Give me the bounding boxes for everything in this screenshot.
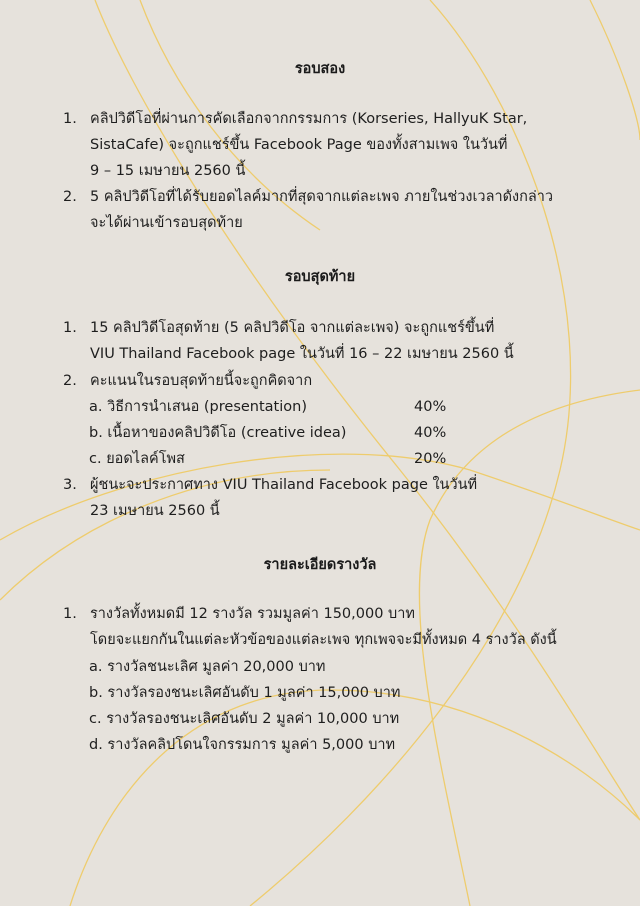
award-row: c. รางวัลรองชนะเลิศอันดับ 2 มูลค่า 10,000 บาท	[89, 711, 400, 727]
list-item	[63, 315, 603, 367]
item-text-line: จะได้ผ่านเข้ารอบสุดท้าย	[90, 215, 243, 231]
item-text-line: คลิปวิดีโอที่ผ่านการคัดเลือกจากกรรมการ (Korseries, HallyuK Star,	[90, 111, 528, 127]
section-heading-prizes: รายละเอียดรางวัล	[263, 557, 377, 573]
section-heading-final: รอบสุดท้าย	[284, 269, 356, 285]
item-number: 1.	[63, 606, 77, 622]
item-text-line: ผู้ชนะจะประกาศทาง VIU Thailand Facebook page ในวันที่	[90, 477, 478, 493]
item-number: 1.	[63, 111, 77, 127]
award-row: d. รางวัลคลิปโดนใจกรรมการ มูลค่า 5,000 บาท	[89, 737, 396, 753]
criteria-label: b. เนื้อหาของคลิปวิดีโอ (creative idea)	[89, 425, 347, 441]
list-item	[63, 472, 603, 524]
list-item	[63, 601, 603, 653]
item-number: 2.	[63, 189, 77, 205]
award-row: b. รางวัลรองชนะเลิศอันดับ 1 มูลค่า 15,000 บาท	[89, 685, 401, 701]
item-text-line: 15 คลิปวิดีโอสุดท้าย (5 คลิปวิดีโอ จากแต่ละเพจ) จะถูกแชร์ขึ้นที่	[90, 320, 495, 336]
criteria-percent: 20%	[414, 451, 447, 467]
item-text-line: รางวัลทั้งหมดมี 12 รางวัล รวมมูลค่า 150,000 บาท	[90, 606, 415, 622]
criteria-row	[89, 420, 609, 446]
list-item	[63, 184, 603, 236]
criteria-percent: 40%	[414, 425, 447, 441]
list-item	[63, 368, 603, 394]
item-text-line: SistaCafe) จะถูกแชร์ขึ้น Facebook Page ของทั้งสามเพจ ในวันที่	[90, 137, 508, 153]
item-text-line: โดยจะแยกกันในแต่ละหัวข้อของแต่ละเพจ ทุกเพจจะมีทั้งหมด 4 รางวัล ดังนี้	[90, 632, 557, 648]
item-text-line: 23 เมษายน 2560 นี้	[90, 503, 220, 519]
item-text-line: 5 คลิปวิดีโอที่ได้รับยอดไลค์มากที่สุดจากแต่ละเพจ ภายในช่วงเวลาดังกล่าว	[90, 189, 554, 205]
section-heading-round2: รอบสอง	[294, 61, 346, 77]
criteria-percent: 40%	[414, 399, 447, 415]
criteria-label: c. ยอดไลค์โพส	[89, 451, 185, 467]
item-text-line: VIU Thailand Facebook page ในวันที่ 16 – 22 เมษายน 2560 นี้	[90, 346, 514, 362]
criteria-row	[89, 446, 609, 472]
item-text-line: คะแนนในรอบสุดท้ายนี้จะถูกคิดจาก	[90, 373, 313, 389]
award-row: a. รางวัลชนะเลิศ มูลค่า 20,000 บาท	[89, 659, 326, 675]
item-number: 1.	[63, 320, 77, 336]
list-item	[63, 106, 603, 184]
item-number: 2.	[63, 373, 77, 389]
criteria-row	[89, 394, 609, 420]
criteria-label: a. วิธีการนำเสนอ (presentation)	[89, 399, 307, 415]
item-number: 3.	[63, 477, 77, 493]
item-text-line: 9 – 15 เมษายน 2560 นี้	[90, 163, 246, 179]
